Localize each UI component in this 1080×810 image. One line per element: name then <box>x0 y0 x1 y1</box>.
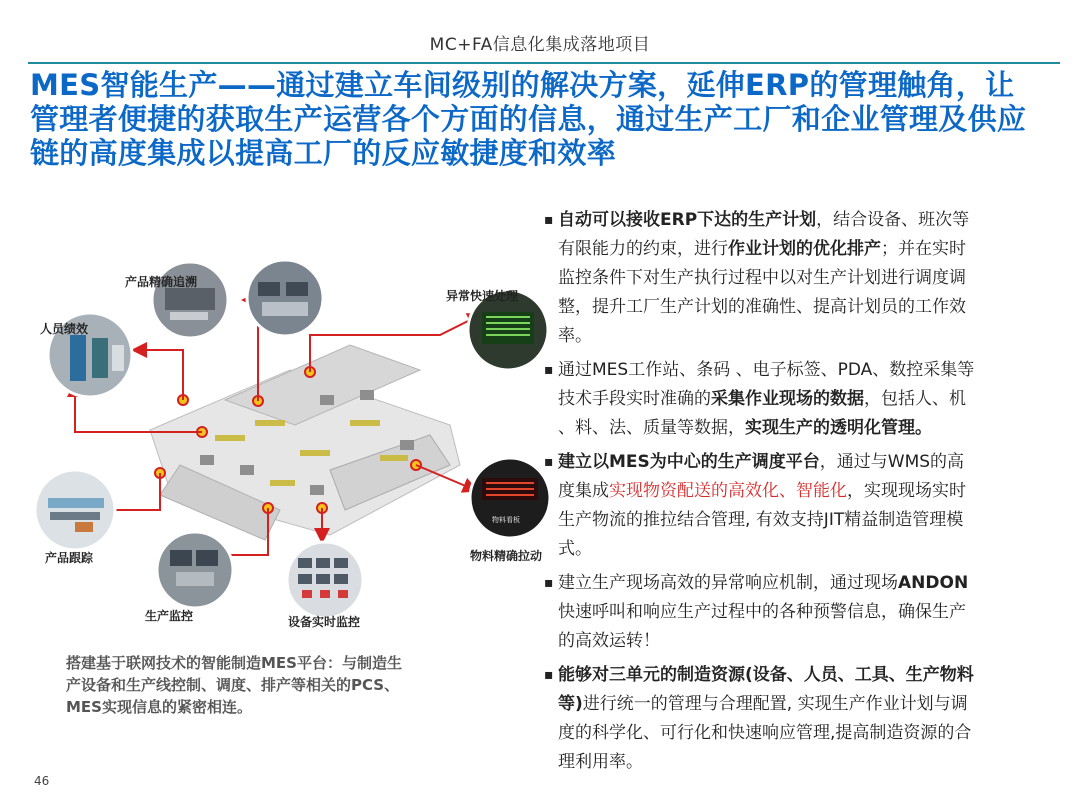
label-material: 物料精确拉动 <box>470 549 543 563</box>
b1-bold: 作业计划的优化排产 <box>728 239 881 259</box>
bullet-marker: ▪ <box>544 667 554 683</box>
b3-text: ，通过与WMS的高 <box>819 452 965 472</box>
b1-text: 整，提升工厂生产计划的准确性、提高计划员的工作效 <box>558 297 966 317</box>
label-prod-monitor: 生产监控 <box>145 609 194 623</box>
title-line-1: MES智能生产——通过建立车间级别的解决方案，延伸ERP的管理触角，让 <box>30 68 1015 102</box>
label-product-tracking: 产品跟踪 <box>45 551 94 565</box>
b4-text: 的高效运转！ <box>558 631 660 651</box>
bullet-resource-management <box>544 661 1054 777</box>
b1-bold: 自动可以接收ERP下达的生产计划 <box>558 210 817 230</box>
title-line-3: 链的高度集成以提高工厂的反应敏捷度和效率 <box>30 136 617 170</box>
label-tracing: 产品精确追溯 <box>125 275 198 289</box>
b1-text: ；并在实时 <box>881 239 966 259</box>
bullet-marker: ▪ <box>544 575 554 591</box>
photo-tracing <box>152 262 228 338</box>
b4-text: 快速呼叫和响应生产过程中的各种预警信息，确保生产 <box>558 602 966 622</box>
title-line-2: 管理者便捷的获取生产运营各个方面的信息，通过生产工厂和企业管理及供应 <box>30 102 1027 136</box>
photo-prod-monitor <box>157 532 233 608</box>
b3-text: ，实现现场实时 <box>847 481 966 501</box>
bullet-marker: ▪ <box>544 454 554 470</box>
b5-bold: 能够对三单元的制造资源(设备、人员、工具、生产物料 <box>558 665 974 685</box>
b5-bold: 等) <box>558 694 583 714</box>
bullet-data-collection <box>544 356 1054 443</box>
b3-text: 生产物流的推拉结合管理, 有效支持JIT精益制造管理模 <box>558 510 964 530</box>
b2-bold: 采集作业现场的数据 <box>711 389 864 409</box>
bullet-marker: ▪ <box>544 212 554 228</box>
diagram-caption <box>66 652 486 718</box>
b2-text: 、料、法、质量等数据， <box>558 418 745 438</box>
b1-text: 有限能力的约束，进行 <box>558 239 728 259</box>
b1-text: 监控条件下对生产执行过程中以对生产计划进行调度调 <box>558 268 966 288</box>
b5-text: 理利用率。 <box>558 752 643 772</box>
page-title <box>30 68 1060 170</box>
b3-text: 度集成 <box>558 481 609 501</box>
b2-text: 技术手段实时准确的 <box>558 389 711 409</box>
b5-text: 进行统一的管理与合理配置, 实现生产作业计划与调 <box>582 694 968 714</box>
label-equip-monitor: 设备实时监控 <box>288 615 361 629</box>
material-board-text: 物料看板 <box>492 516 520 524</box>
photo-product-tracking <box>35 470 115 550</box>
b1-text: 率。 <box>558 326 592 346</box>
photo-material-board <box>470 458 550 538</box>
label-exception: 异常快速处理 <box>446 289 519 303</box>
mes-factory-diagram <box>30 240 550 640</box>
header-divider <box>28 62 1060 64</box>
page-number: 46 <box>34 774 50 788</box>
bullet-erp-planning <box>544 206 1054 351</box>
project-title: MC+FA信息化集成落地项目 <box>429 35 651 55</box>
b2-bold: 实现生产的透明化管理。 <box>745 418 932 438</box>
caption-line-2: 产设备和生产线控制、调度、排产等相关的PCS、 <box>66 676 400 694</box>
b3-text: 式。 <box>558 539 592 559</box>
label-people: 人员绩效 <box>40 322 89 336</box>
caption-line-1: 搭建基于联网技术的智能制造MES平台：与制造生 <box>66 654 402 672</box>
bullet-marker: ▪ <box>544 362 554 378</box>
b2-text: 通过MES工作站、条码 、电子标签、PDA、数控采集等 <box>558 360 975 380</box>
photo-control-room <box>247 260 323 336</box>
photo-equipment <box>287 542 363 618</box>
bullet-scheduling-platform <box>544 448 1054 564</box>
b5-text: 度的科学化、可行化和快速响应管理,提高制造资源的合 <box>558 723 972 743</box>
bullet-exception-response <box>544 569 1054 656</box>
feature-bullets <box>544 206 1054 782</box>
b3-highlight: 实现物资配送的高效化、智能化 <box>609 481 847 501</box>
factory-floor <box>150 345 460 540</box>
b4-text: 建立生产现场高效的异常响应机制，通过现场 <box>558 573 898 593</box>
b1-text: ，结合设备、班次等 <box>816 210 970 230</box>
b4-bold: ANDON <box>898 573 969 593</box>
b2-text: ，包括人、机 <box>864 389 966 409</box>
caption-line-3: MES实现信息的紧密相连。 <box>66 698 252 716</box>
b3-bold: 建立以MES为中心的生产调度平台 <box>558 452 820 472</box>
